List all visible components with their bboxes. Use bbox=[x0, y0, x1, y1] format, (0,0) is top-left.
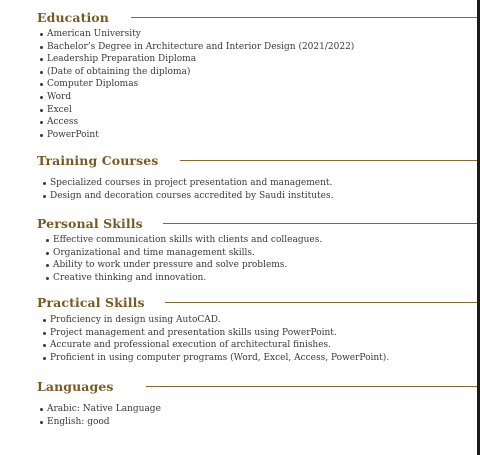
list-item: Proficient in using computer programs (Word, Excel, Access, PowerPoint). bbox=[50, 352, 477, 365]
list-item: Accurate and professional execution of architectural finishes. bbox=[50, 339, 477, 352]
list-item: Excel bbox=[47, 104, 477, 117]
training-section bbox=[37, 151, 477, 202]
list-item: Leadership Preparation Diploma bbox=[47, 53, 477, 66]
list-item: Computer Diplomas bbox=[47, 78, 477, 91]
list-item: Organizational and time management skills. bbox=[53, 247, 477, 260]
section-divider bbox=[180, 160, 477, 161]
list-item: Ability to work under pressure and solve problems. bbox=[53, 259, 477, 272]
list-item: Creative thinking and innovation. bbox=[53, 272, 477, 285]
list-item: English: good bbox=[47, 416, 477, 429]
section-title: Personal Skills bbox=[37, 215, 143, 231]
section-divider bbox=[146, 386, 477, 387]
list-item: Specialized courses in project presentation and management. bbox=[50, 177, 477, 190]
personal-skills-section bbox=[37, 214, 477, 284]
section-title: Education bbox=[37, 9, 109, 25]
section-title: Practical Skills bbox=[37, 294, 145, 310]
section-title: Languages bbox=[37, 378, 114, 394]
list-item: Bachelor’s Degree in Architecture and Interior Design (2021/2022) bbox=[47, 41, 477, 54]
list-item: Design and decoration courses accredited by Saudi institutes. bbox=[50, 190, 477, 203]
list-item: Word bbox=[47, 91, 477, 104]
list-item: Project management and presentation skills using PowerPoint. bbox=[50, 327, 477, 340]
section-divider bbox=[165, 302, 477, 303]
education-section bbox=[37, 8, 477, 141]
practical-skills-section bbox=[37, 293, 477, 364]
section-divider bbox=[131, 17, 477, 18]
section-title: Training Courses bbox=[37, 152, 159, 168]
languages-section bbox=[37, 377, 477, 428]
list-item: (Date of obtaining the diploma) bbox=[47, 66, 477, 79]
list-item: Effective communication skills with clients and colleagues. bbox=[53, 234, 477, 247]
section-divider bbox=[163, 223, 477, 224]
list-item: American University bbox=[47, 28, 477, 41]
list-item: PowerPoint bbox=[47, 129, 477, 142]
list-item: Access bbox=[47, 116, 477, 129]
list-item: Proficiency in design using AutoCAD. bbox=[50, 314, 477, 327]
list-item: Arabic: Native Language bbox=[47, 403, 477, 416]
